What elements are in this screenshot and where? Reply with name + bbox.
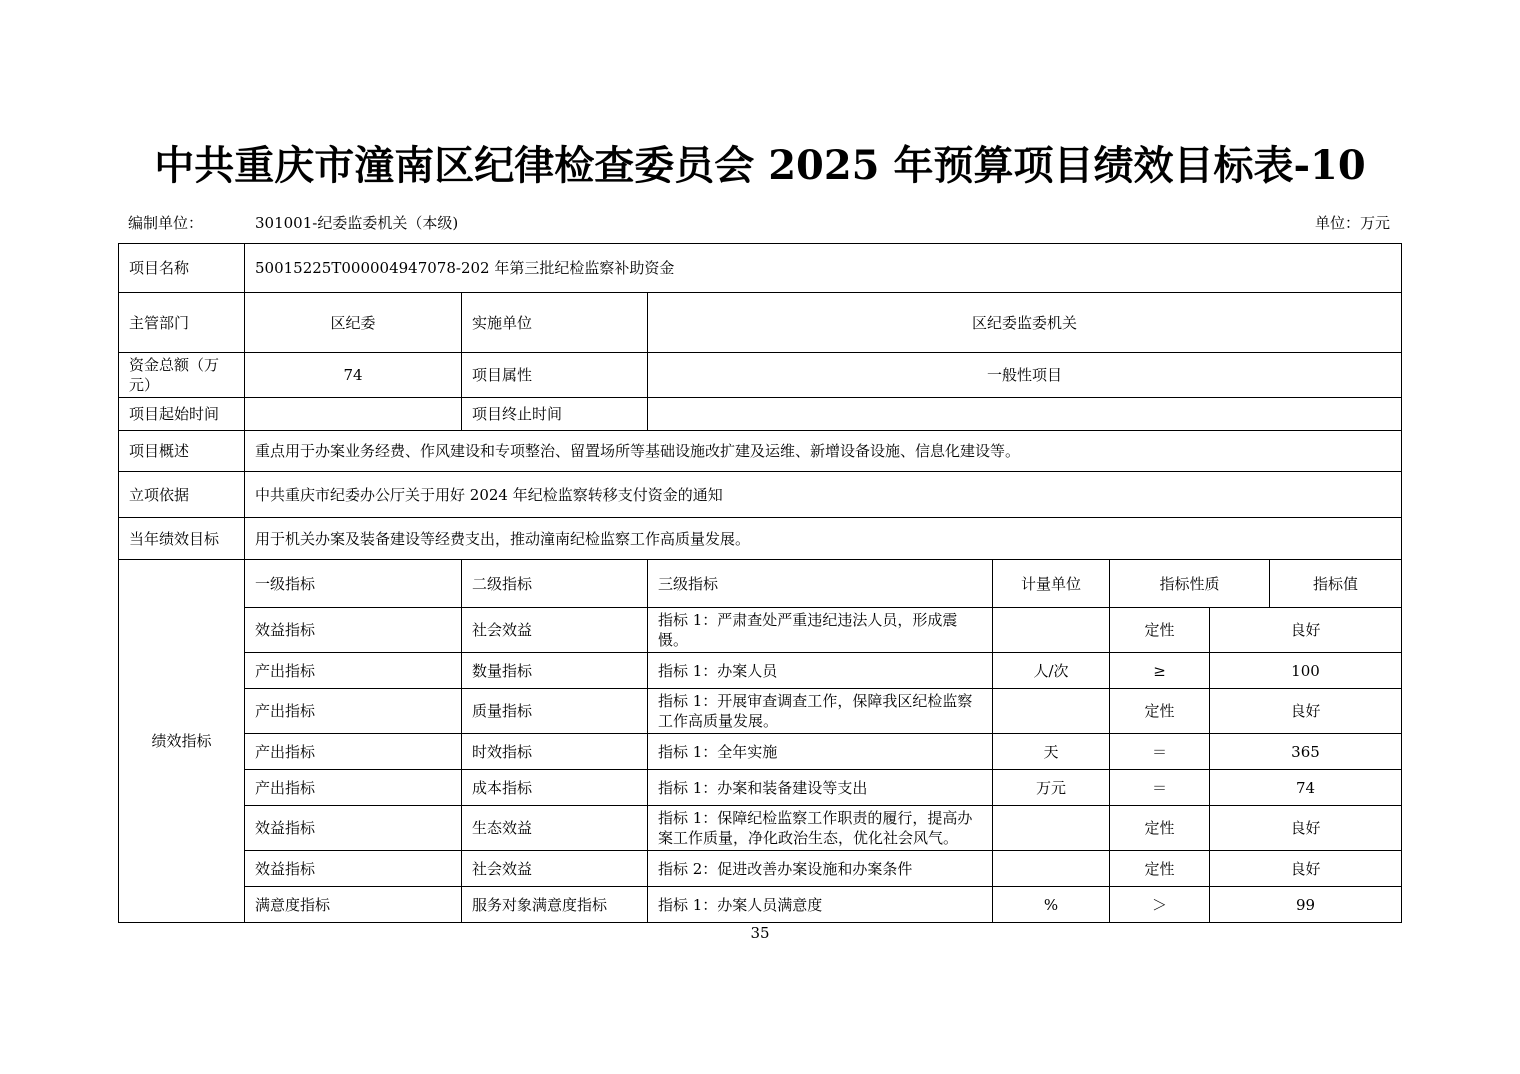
indicator-value: 100 <box>1210 653 1402 689</box>
indicator-level1: 效益指标 <box>245 851 462 887</box>
header-level3: 三级指标 <box>648 560 993 608</box>
header-nature: 指标性质 <box>1110 560 1270 608</box>
indicator-nature: ≥ <box>1110 653 1210 689</box>
indicator-level2: 生态效益 <box>462 806 648 851</box>
indicator-level3: 指标 1：保障纪检监察工作职责的履行，提高办案工作质量，净化政治生态，优化社会风气。 <box>648 806 993 851</box>
indicator-level2: 服务对象满意度指标 <box>462 887 648 923</box>
indicator-value: 良好 <box>1210 689 1402 734</box>
indicator-level2: 社会效益 <box>462 851 648 887</box>
row-fund <box>119 353 1402 398</box>
indicator-level1: 产出指标 <box>245 770 462 806</box>
indicator-row <box>119 806 1402 851</box>
indicator-unit: % <box>993 887 1110 923</box>
indicator-value: 良好 <box>1210 806 1402 851</box>
indicator-value: 99 <box>1210 887 1402 923</box>
start-label: 项目起始时间 <box>119 398 245 431</box>
indicator-level3: 指标 2：促进改善办案设施和办案条件 <box>648 851 993 887</box>
indicator-level1: 效益指标 <box>245 608 462 653</box>
goal-label: 当年绩效目标 <box>119 518 245 560</box>
indicator-row <box>119 608 1402 653</box>
goal-value: 用于机关办案及装备建设等经费支出，推动潼南纪检监察工作高质量发展。 <box>245 518 1402 560</box>
end-label: 项目终止时间 <box>462 398 648 431</box>
header-value: 指标值 <box>1270 560 1402 608</box>
indicator-unit <box>993 851 1110 887</box>
indicator-level3: 指标 1：开展审查调查工作，保障我区纪检监察工作高质量发展。 <box>648 689 993 734</box>
attr-label: 项目属性 <box>462 353 648 398</box>
indicator-nature: 定性 <box>1110 851 1210 887</box>
indicator-unit: 天 <box>993 734 1110 770</box>
indicator-level1: 效益指标 <box>245 806 462 851</box>
performance-table <box>118 243 1402 923</box>
fund-label: 资金总额（万元） <box>119 353 245 398</box>
row-department <box>119 293 1402 353</box>
indicator-nature: ＝ <box>1110 770 1210 806</box>
row-project-name <box>119 244 1402 293</box>
row-goal <box>119 518 1402 560</box>
unit-label: 单位：万元 <box>1314 214 1390 232</box>
indicator-level3: 指标 1：办案和装备建设等支出 <box>648 770 993 806</box>
indicator-row <box>119 734 1402 770</box>
indicator-row <box>119 689 1402 734</box>
start-value <box>245 398 462 431</box>
header-level2: 二级指标 <box>462 560 648 608</box>
indicator-nature: 定性 <box>1110 689 1210 734</box>
indicator-nature: ＞ <box>1110 887 1210 923</box>
page-number: 35 <box>750 924 770 942</box>
row-time <box>119 398 1402 431</box>
dept-label: 主管部门 <box>119 293 245 353</box>
indicator-level2: 数量指标 <box>462 653 648 689</box>
indicator-row <box>119 851 1402 887</box>
impl-value: 区纪委监委机关 <box>648 293 1402 353</box>
indicator-level2: 社会效益 <box>462 608 648 653</box>
indicator-value: 良好 <box>1210 851 1402 887</box>
basis-value: 中共重庆市纪委办公厅关于用好 2024 年纪检监察转移支付资金的通知 <box>245 472 1402 518</box>
org-label: 编制单位： <box>128 214 204 232</box>
indicator-value: 良好 <box>1210 608 1402 653</box>
indicator-level3: 指标 1：办案人员满意度 <box>648 887 993 923</box>
project-name-label: 项目名称 <box>119 244 245 293</box>
indicator-level3: 指标 1：严肃查处严重违纪违法人员，形成震慑。 <box>648 608 993 653</box>
row-overview <box>119 431 1402 472</box>
overview-label: 项目概述 <box>119 431 245 472</box>
indicator-level3: 指标 1：办案人员 <box>648 653 993 689</box>
indicator-unit: 万元 <box>993 770 1110 806</box>
basis-label: 立项依据 <box>119 472 245 518</box>
indicator-nature: ＝ <box>1110 734 1210 770</box>
overview-value: 重点用于办案业务经费、作风建设和专项整治、留置场所等基础设施改扩建及运维、新增设备设施、信息化建设等。 <box>245 431 1402 472</box>
indicator-level1: 满意度指标 <box>245 887 462 923</box>
indicator-nature: 定性 <box>1110 608 1210 653</box>
indicator-unit <box>993 806 1110 851</box>
indicator-value: 74 <box>1210 770 1402 806</box>
indicator-row <box>119 770 1402 806</box>
indicator-level2: 时效指标 <box>462 734 648 770</box>
indicator-row <box>119 887 1402 923</box>
indicator-level1: 产出指标 <box>245 653 462 689</box>
indicator-level1: 产出指标 <box>245 734 462 770</box>
header-unit: 计量单位 <box>993 560 1110 608</box>
attr-value: 一般性项目 <box>648 353 1402 398</box>
impl-label: 实施单位 <box>462 293 648 353</box>
project-name-value: 50015225T000004947078-202 年第三批纪检监察补助资金 <box>245 244 1402 293</box>
indicator-row <box>119 653 1402 689</box>
page-title: 中共重庆市潼南区纪律检查委员会 2025 年预算项目绩效目标表-10 <box>154 142 1366 189</box>
end-value <box>648 398 1402 431</box>
indicator-section-label: 绩效指标 <box>119 560 245 923</box>
indicator-value: 365 <box>1210 734 1402 770</box>
indicator-level1: 产出指标 <box>245 689 462 734</box>
fund-value: 74 <box>245 353 462 398</box>
dept-value: 区纪委 <box>245 293 462 353</box>
indicator-unit <box>993 608 1110 653</box>
indicator-level3: 指标 1：全年实施 <box>648 734 993 770</box>
indicator-unit: 人/次 <box>993 653 1110 689</box>
org-value: 301001-纪委监委机关（本级) <box>255 214 459 232</box>
indicator-level2: 成本指标 <box>462 770 648 806</box>
row-basis <box>119 472 1402 518</box>
indicator-unit <box>993 689 1110 734</box>
indicator-level2: 质量指标 <box>462 689 648 734</box>
indicator-header-row <box>119 560 1402 608</box>
header-level1: 一级指标 <box>245 560 462 608</box>
indicator-nature: 定性 <box>1110 806 1210 851</box>
